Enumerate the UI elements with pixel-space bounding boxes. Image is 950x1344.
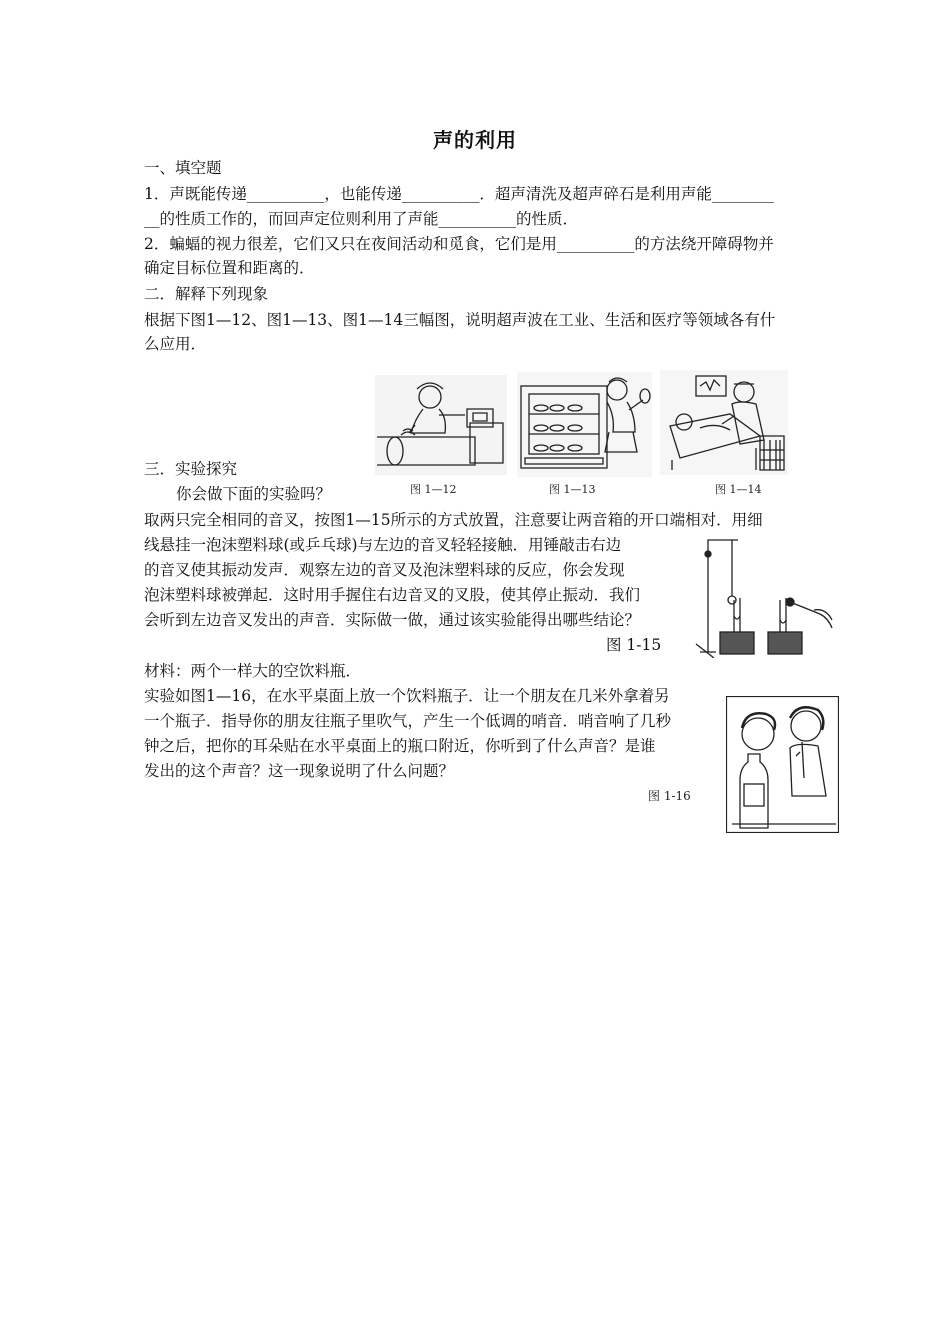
question-1-line-2: __的性质工作的，而回声定位则利用了声能__________的性质． [144, 210, 579, 228]
figure-1-15-illustration [686, 532, 834, 658]
explain-line-2: 么应用． [144, 335, 207, 353]
figure-1-16-illustration [726, 696, 839, 833]
figure-1-12-caption: 图 1—12 [410, 483, 457, 496]
explain-line-1: 根据下图1—12、图1—13、图1—14三幅图，说明超声波在工业、生活和医疗等领域各有什 [144, 311, 776, 329]
figure-1-14-caption: 图 1—14 [715, 483, 762, 496]
materials-line: 材料：两个一样大的空饮料瓶． [144, 662, 362, 680]
experiment-2-line-4: 发出的这个声音？这一现象说明了什么问题？ [144, 762, 455, 780]
figure-1-14-illustration [660, 370, 788, 475]
section-fill-heading: 一、填空题 [144, 159, 222, 177]
figure-1-15-caption: 图 1-15 [606, 636, 662, 654]
experiment-1-line-2: 线悬挂一泡沫塑料球(或乒乓球)与左边的音叉轻轻接触．用锤敲击右边 [144, 536, 622, 554]
question-2-line-1: 2．蝙蝠的视力很差，它们又只在夜间活动和觅食，它们是用__________的方法绕开障碍物并 [144, 235, 774, 253]
experiment-1-line-1: 取两只完全相同的音叉，按图1—15所示的方式放置，注意要让两音箱的开口端相对．用细 [144, 511, 763, 529]
question-2-line-2: 确定目标位置和距离的． [144, 259, 315, 277]
experiment-2-line-2: 一个瓶子．指导你的朋友往瓶子里吹气，产生一个低调的哨音．哨音响了几秒 [144, 712, 672, 730]
experiment-1-line-5: 会听到左边音叉发出的声音．实际做一做，通过该实验能得出哪些结论？ [144, 611, 641, 629]
section-experiment-heading: 三．实验探究 [144, 460, 238, 478]
experiment-2-line-3: 钟之后，把你的耳朵贴在水平桌面上的瓶口附近，你听到了什么声音？是谁 [144, 737, 656, 755]
question-1-line-1: 1．声既能传递__________，也能传递__________．超声清洗及超声碎石是利用声能________ [144, 185, 774, 203]
figure-1-13-illustration [517, 372, 652, 477]
figure-1-16-caption: 图 1-16 [648, 789, 691, 803]
experiment-1-line-3: 的音叉使其振动发声．观察左边的音叉及泡沫塑料球的反应，你会发现 [144, 561, 625, 579]
figure-1-12-illustration [375, 375, 507, 475]
experiment-1-line-4: 泡沫塑料球被弹起．这时用手握住右边音叉的叉股，使其停止振动．我们 [144, 586, 641, 604]
experiment-intro: 你会做下面的实验吗？ [176, 485, 332, 503]
experiment-2-line-1: 实验如图1—16，在水平桌面上放一个饮料瓶子．让一个朋友在几米外拿着另 [144, 687, 670, 705]
section-explain-heading: 二．解释下列现象 [144, 285, 269, 303]
figure-1-13-caption: 图 1—13 [549, 483, 596, 496]
page-title: 声的利用 [433, 128, 517, 152]
